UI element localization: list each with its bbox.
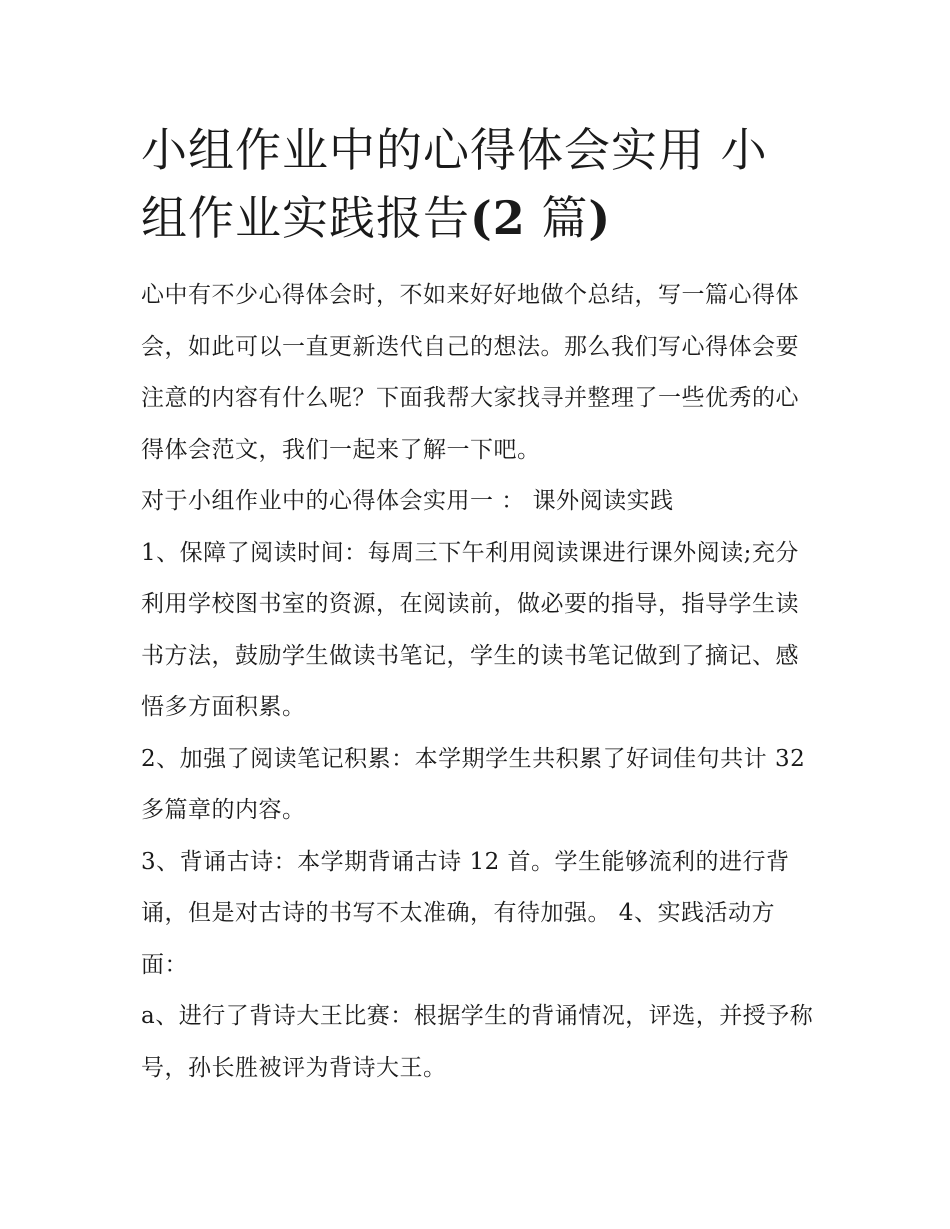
paragraph-item-3: 3、背诵古诗：本学期背诵古诗 12 首。学生能够流利的进行背诵，但是对古诗的书写不太准确，有待加强。 4、实践活动方面：: [141, 848, 790, 978]
paragraph-item-a: a、进行了背诗大王比赛：根据学生的背诵情况，评选，并授予称号，孙长胜被评为背诗大王。: [141, 1003, 814, 1081]
document-title: [141, 116, 821, 252]
title-line-2: [141, 191, 611, 245]
paragraph-item-2: 2、加强了阅读笔记积累：本学期学生共积累了好词佳句共计 32 多篇章的内容。: [141, 745, 806, 823]
title-line-2-bold: (2: [470, 191, 526, 245]
document-content: [141, 116, 821, 1094]
paragraph-intro: 心中有不少心得体会时，不如来好好地做个总结，写一篇心得体会，如此可以一直更新迭代自己的想法。那么我们写心得体会要注意的内容有什么呢？下面我帮大家找寻并整理了一些优秀的心得体会范文，我们一起来了解一下吧。: [141, 282, 799, 463]
title-line-2-mid: 篇: [525, 191, 589, 245]
paragraph-item-1: 1、保障了阅读时间：每周三下午利用阅读课进行课外阅读;充分利用学校图书室的资源，在阅读前，做必要的指导，指导学生读书方法，鼓励学生做读书笔记，学生的读书笔记做到了摘记、感悟多方面积累。: [141, 539, 799, 720]
title-line-2-prefix: 组作业实践报告: [141, 191, 470, 245]
title-line-2-end: ): [588, 191, 612, 245]
title-line-1: 小组作业中的心得体会实用 小: [141, 123, 768, 177]
paragraph-section-heading: 对于小组作业中的心得体会实用一 ： 课外阅读实践: [141, 488, 674, 514]
